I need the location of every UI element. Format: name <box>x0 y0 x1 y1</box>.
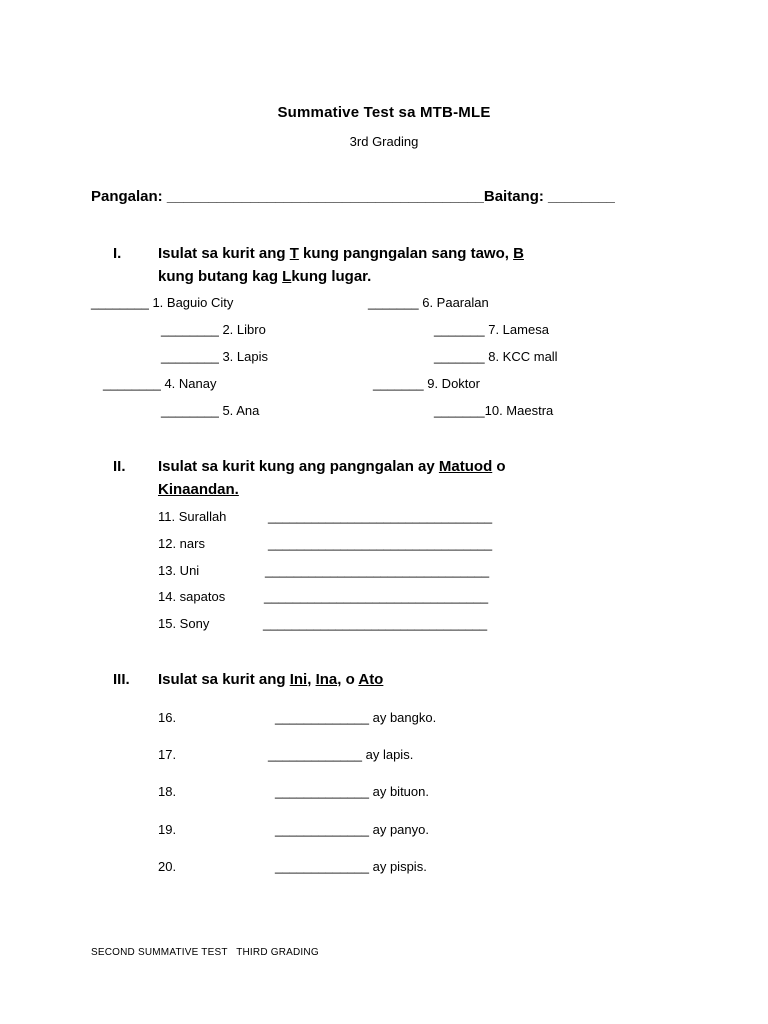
answer-sentence <box>275 710 436 725</box>
answer-blank: _____________ <box>275 710 369 725</box>
instruction-text: kung butang kag <box>158 268 283 285</box>
answer-blank: _______________________________ <box>264 589 489 604</box>
answer-blank: _______________________________ <box>265 563 490 578</box>
list-item: ________ 3. Lapis <box>161 349 268 364</box>
section-3-instruction <box>158 668 383 691</box>
answer-blank: _____________ <box>275 822 369 837</box>
page-footer: SECOND SUMMATIVE TEST THIRD GRADING <box>91 947 319 958</box>
list-item: 14. sapatos <box>158 589 226 604</box>
word-kinaandan: Kinaandan. <box>158 481 239 498</box>
code-l: L <box>282 268 292 285</box>
word-matuod: Matuod <box>438 458 493 475</box>
answer-sentence <box>275 784 429 799</box>
list-item: 13. Uni <box>158 563 200 578</box>
instruction-text: Isulat sa kurit kung ang pangngalan ay <box>158 458 439 475</box>
answer-blank: _______________________________ <box>268 536 493 551</box>
answer-blank: _____________ <box>275 784 369 799</box>
grade-label: Baitang: <box>483 188 544 205</box>
answer-blank: _______________________________ <box>263 616 488 631</box>
instruction-text: kung pangngalan sang tawo, <box>298 245 514 262</box>
answer-blank: _______________________________ <box>268 509 493 524</box>
section-2-number: II. <box>113 458 126 475</box>
list-item: ________ 5. Ana <box>161 403 260 418</box>
list-item: ________ 2. Libro <box>161 322 266 337</box>
list-item: _______ 6. Paaralan <box>368 295 489 310</box>
word-ini: Ini <box>289 671 308 688</box>
list-item: _______ 8. KCC mall <box>434 349 558 364</box>
list-item: _______ 7. Lamesa <box>434 322 549 337</box>
word-ina: Ina, <box>315 671 342 688</box>
page-subtitle: 3rd Grading <box>349 134 419 149</box>
section-3-number: III. <box>113 671 130 688</box>
section-1-number: I. <box>113 245 122 262</box>
list-item: 15. Sony <box>158 616 210 631</box>
answer-sentence <box>275 822 429 837</box>
answer-blank: _____________ <box>275 859 369 874</box>
section-1-instruction <box>158 242 524 288</box>
item-number: 18. <box>158 784 177 799</box>
sentence-text: ay bituon. <box>369 784 429 799</box>
name-blank: ______________________________________ <box>166 188 484 205</box>
name-label: Pangalan: <box>91 188 163 205</box>
answer-blank: _____________ <box>268 747 362 762</box>
item-number: 20. <box>158 859 177 874</box>
instruction-text: Isulat sa kurit ang <box>158 245 290 262</box>
student-info-line <box>91 188 615 205</box>
sentence-text: ay bangko. <box>369 710 437 725</box>
page-title: Summative Test sa MTB-MLE <box>277 104 491 121</box>
instruction-text: , <box>307 671 316 688</box>
list-item: _______10. Maestra <box>434 403 554 418</box>
item-number: 19. <box>158 822 177 837</box>
list-item: 11. Surallah <box>158 509 227 524</box>
instruction-text: Isulat sa kurit ang <box>158 671 290 688</box>
list-item: 12. nars <box>158 536 205 551</box>
instruction-text: kung lugar. <box>291 268 372 285</box>
sentence-text: ay pispis. <box>369 859 427 874</box>
code-b: B <box>513 245 524 262</box>
sentence-text: ay lapis. <box>362 747 414 762</box>
answer-sentence <box>275 859 427 874</box>
sentence-text: ay panyo. <box>369 822 429 837</box>
section-2-instruction <box>158 455 506 501</box>
list-item: ________ 1. Baguio City <box>91 295 234 310</box>
list-item: _______ 9. Doktor <box>373 376 480 391</box>
instruction-text: o <box>341 671 359 688</box>
item-number: 17. <box>158 747 177 762</box>
list-item: ________ 4. Nanay <box>103 376 217 391</box>
answer-sentence <box>268 747 413 762</box>
instruction-text: o <box>492 458 506 475</box>
grade-blank: ________ <box>548 188 615 205</box>
code-t: T <box>289 245 299 262</box>
item-number: 16. <box>158 710 177 725</box>
word-ato: Ato <box>358 671 384 688</box>
